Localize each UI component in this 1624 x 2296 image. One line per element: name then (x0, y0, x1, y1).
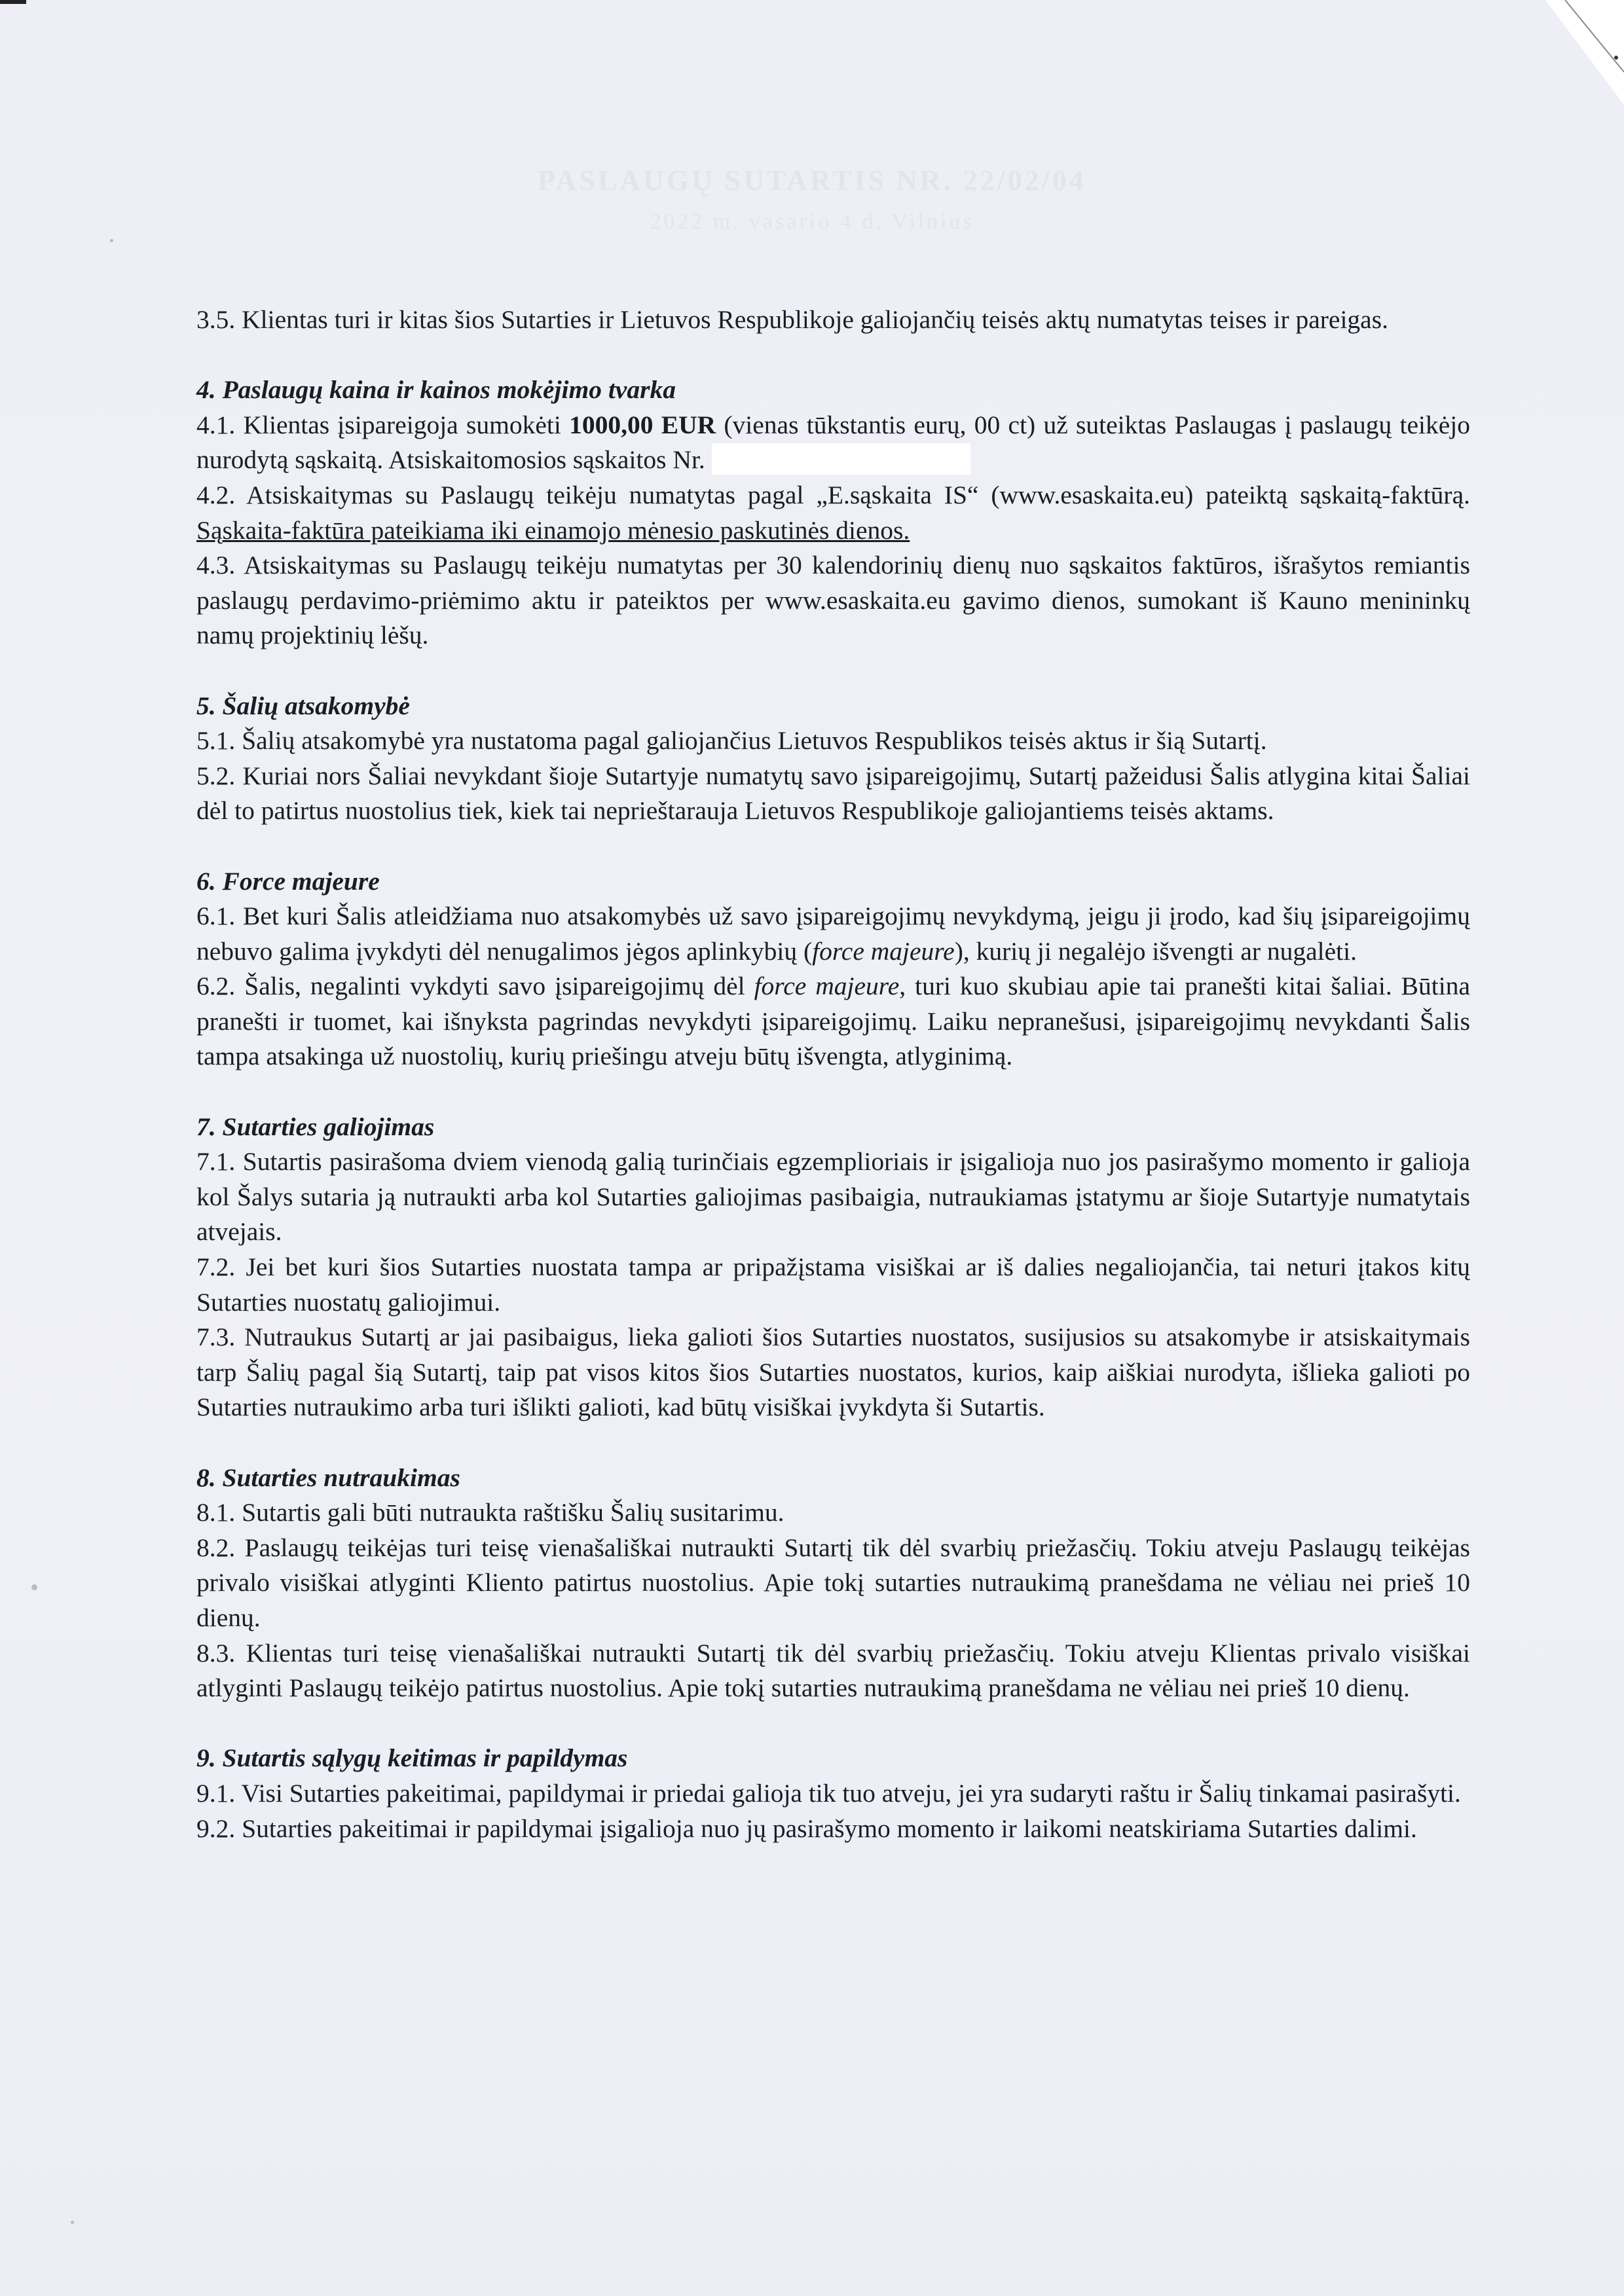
clause-8-1: 8.1. Sutartis gali būti nutraukta raštišku Šalių susitarimu. (196, 1498, 784, 1527)
clause-8-3: 8.3. Klientas turi teisę vienašališkai nutraukti Sutartį tik dėl svarbių priežasčių. Tokiu atveju Klientas privalo visiškai atlyginti Paslaugų teikėjo patirtus nuostolius. Apie tokį sutarties nutraukimą pranešdama ne vėliau nei prieš 10 dienų. (196, 1638, 1470, 1703)
section-6-heading: 6. Force majeure (196, 866, 380, 896)
scan-speck (31, 1584, 37, 1590)
clause-9-2: 9.2. Sutarties pakeitimai ir papildymai įsigalioja nuo jų pasirašymo momento ir laikomi neatskiriama Sutarties dalimi. (196, 1813, 1417, 1843)
clause-6-1: 6.1. Bet kuri Šalis atleidžiama nuo atsakomybės už savo įsipareigojimų nevykdymą, jeigu ji įrodo, kad šių įsipareigojimų nebuvo galima įvykdyti dėl nenugalimos jėgos aplinkybių (force majeure), kurių ji negalėjo išvengti ar nugalėti. (196, 902, 1470, 966)
clause-5-1: 5.1. Šalių atsakomybė yra nustatoma pagal galiojančius Lietuvos Respublikos teisės aktus ir šią Sutartį. (196, 726, 1267, 756)
scan-speck (110, 239, 113, 242)
clause-7-1: 7.1. Sutartis pasirašoma dviem vienodą galią turinčiais egzemplioriais ir įsigalioja nuo jos pasirašymo momento ir galioja kol Šalys sutaria ją nutraukti arba kol Sutarties galiojimas pasibaigia, nutraukiamas įstatymu ar šioje Sutartyje numatytais atvejais. (196, 1147, 1470, 1247)
scan-speck (71, 2221, 74, 2224)
clause-4-3: 4.3. Atsiskaitymas su Paslaugų teikėju numatytas per 30 kalendorinių dienų nuo sąskaitos faktūros, išrašytos remiantis paslaugų perdavimo-priėmimo aktu ir pateiktos per www.esaskaita.eu gavimo dienos, sumokant iš Kauno menininkų namų projektinių lėšų. (196, 551, 1470, 650)
bleed-through-title: PASLAUGŲ SUTARTIS NR. 22/02/04 (537, 164, 1087, 196)
clause-3-5: 3.5. Klientas turi ir kitas šios Sutarties ir Lietuvos Respublikoje galiojančių teisės aktų numatytas teises ir pareigas. (196, 305, 1388, 334)
page-corner-fold (1545, 0, 1624, 105)
clause-4-1: 4.1. Klientas įsipareigoja sumokėti 1000,00 EUR (vienas tūkstantis eurų, 00 ct) už suteiktas Paslaugas į paslaugų teikėjo nurodytą sąskaitą. Atsiskaitomosios sąskaitos Nr. (196, 410, 1470, 475)
clause-5-2: 5.2. Kuriai nors Šaliai nevykdant šioje Sutartyje numatytų savo įsipareigojimų, Sutartį pažeidusi Šalis atlygina kitai Šaliai dėl to patirtus nuostolius tiek, kiek tai neprieštarauja Lietuvos Respublikoje galiojantiems teisės aktams. (196, 761, 1470, 826)
clause-7-3: 7.3. Nutraukus Sutartį ar jai pasibaigus, lieka galioti šios Sutarties nuostatos, susijusios su atsakomybe ir atsiskaitymais tarp Šalių pagal šią Sutartį, taip pat visos kitos šios Sutarties nuostatos, kurios, kaip aiškiai nurodyta, išlieka galioti po Sutarties nutraukimo arba turi išlikti galioti, kad būtų visiškai įvykdyta ši Sutartis. (196, 1322, 1470, 1422)
clause-9-1: 9.1. Visi Sutarties pakeitimai, papildymai ir priedai galioja tik tuo atveju, jei yra sudaryti raštu ir Šalių tinkamai pasirašyti. (196, 1778, 1461, 1808)
section-9-heading: 9. Sutartis sąlygų keitimas ir papildymas (196, 1743, 628, 1773)
redacted-account-number (712, 443, 970, 475)
section-4-heading: 4. Paslaugų kaina ir kainos mokėjimo tvarka (196, 375, 676, 405)
scan-edge-mark (0, 0, 26, 4)
contract-body (196, 302, 1470, 1846)
bleed-through-subtitle: 2022 m. vasario 4 d. Vilnius (650, 210, 974, 234)
amount-value: 1000,00 EUR (569, 410, 716, 439)
clause-8-2: 8.2. Paslaugų teikėjas turi teisę vienašališkai nutraukti Sutartį tik dėl svarbių priežasčių. Tokiu atveju Paslaugų teikėjas privalo visiškai atlyginti Kliento patirtus nuostolius. Apie tokį sutarties nutraukimą pranešdama ne vėliau nei prieš 10 dienų. (196, 1533, 1470, 1632)
underlined-invoice-note: Sąskaita-faktūra pateikiama iki einamojo mėnesio paskutinės dienos. (196, 515, 910, 545)
clause-6-2: 6.2. Šalis, negalinti vykdyti savo įsipareigojimų dėl force majeure, turi kuo skubiau apie tai pranešti kitai šaliai. Būtina pranešti ir tuomet, kai išnyksta pagrindas nevykdyti įsipareigojimų. Laiku nepranešusi, įsipareigojimų nevykdanti Šalis tampa atsakinga už nuostolių, kurių priešingu atveju būtų išvengta, atlyginimą. (196, 972, 1470, 1071)
section-5-heading: 5. Šalių atsakomybė (196, 691, 410, 720)
clause-7-2: 7.2. Jei bet kuri šios Sutarties nuostata tampa ar pripažįstama visiškai ar iš dalies negaliojančia, tai neturi įtakos kitų Sutarties nuostatų galiojimui. (196, 1252, 1470, 1317)
clause-4-2: 4.2. Atsiskaitymas su Paslaugų teikėju numatytas pagal „E.sąskaita IS“ (www.esaskaita.eu) pateiktą sąskaitą-faktūrą. Sąskaita-faktūra pateikiama iki einamojo mėnesio paskutinės dienos. (196, 480, 1470, 545)
section-7-heading: 7. Sutarties galiojimas (196, 1112, 435, 1141)
section-8-heading: 8. Sutarties nutraukimas (196, 1463, 460, 1492)
